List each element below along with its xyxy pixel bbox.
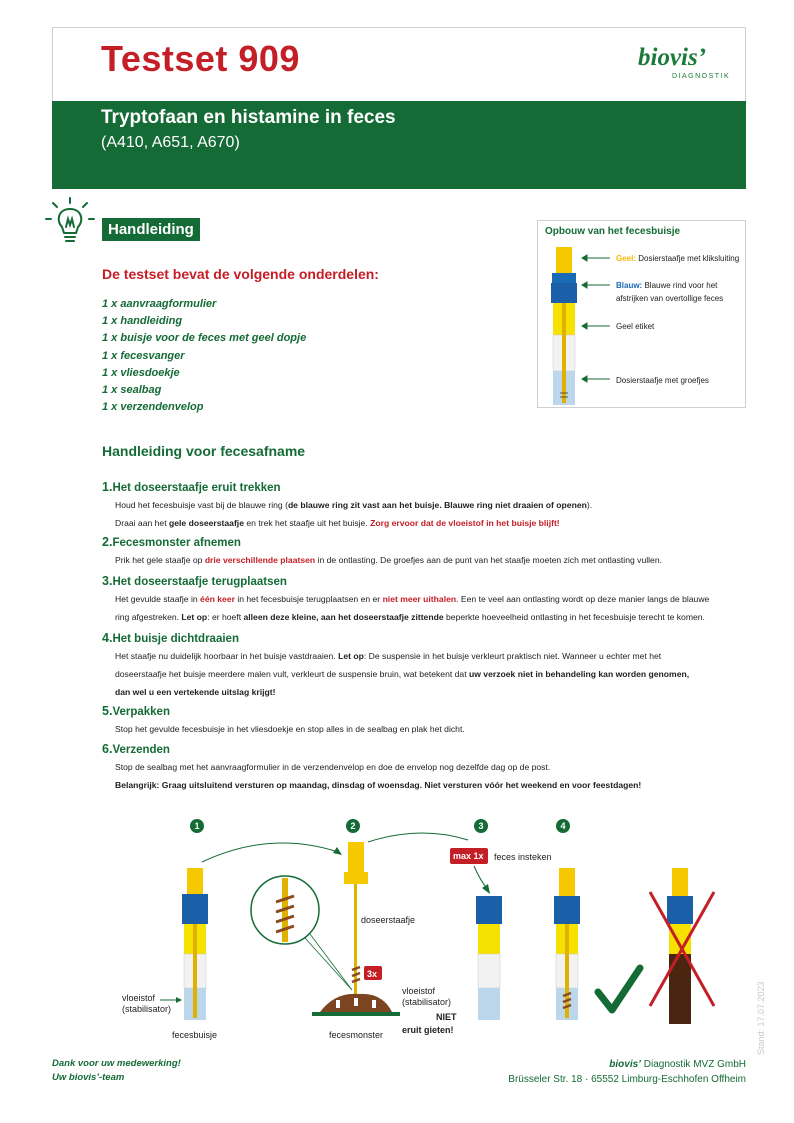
etiket-label: Geel etiket (616, 322, 655, 331)
version-stamp: Stand: 17.07.2023 (756, 981, 766, 1055)
feces-insteken-label: feces insteken (494, 852, 552, 862)
vloeistof-label: vloeistof (stabilisator) (122, 993, 172, 1014)
eruit-gieten-label: eruit gieten! (402, 1025, 454, 1035)
step-5: 5.Verpakken Stop het gevulde fecesbuisje in het vliesdoekje en stop alles in de sealbag en plak het dicht. (102, 704, 465, 734)
tube-structure-diagram (548, 247, 618, 407)
step-number-2: 2 (346, 819, 360, 833)
logo-subtitle: DIAGNOSTIK (672, 73, 731, 80)
step-number-4: 4 (556, 819, 570, 833)
fecesbuisje-label: fecesbuisje (172, 1030, 218, 1040)
blauw-label: Blauw: Blauwe rind voor het afstrijken van overtollige feces (616, 281, 724, 303)
thanks-note: Dank voor uw medewerking! Uw biovis’-team (52, 1058, 181, 1083)
groefjes-label: Dosierstaafje met groefjes (616, 376, 709, 385)
list-item: 1 x verzendenvelop (102, 401, 204, 414)
test-codes: (A410, A651, A670) (101, 134, 240, 151)
list-item: 1 x handleiding (102, 315, 183, 328)
biovis-logo: biovis’ (638, 44, 707, 71)
doseerstaafje-label: doseerstaafje (361, 915, 416, 925)
tube-box-title: Opbouw van het fecesbuisje (545, 226, 681, 237)
list-item: 1 x vliesdoekje (102, 366, 180, 379)
step-number-1: 1 (190, 819, 204, 833)
step-6: 6.Verzenden Stop de sealbag met het aanvraagformulier in de verzendenvelop en doe de envelop nog dezelfde dag op de post. Belangrijk: Graag uitsluitend versturen op maandag, dinsdag of woensdag. Niet versturen vóór het weekend en voor feestdagen! (102, 742, 642, 790)
step-4: 4.Het buisje dichtdraaien Het staafje nu duidelijk hoorbaar in het buisje vastdraaien. Let op: De suspensie in het buisje verkleurt praktisch niet. Wanneer u echter met het doseerstaafje het buisje meerdere malen vult, verkleurt de suspensie bruin, wat betekent dat uw verzoek niet in behandeling kan worden genomen, dan wel u een vertekende uitslag krijgt! (102, 631, 690, 697)
geel-label: Geel: Dosierstaafje met kliksluiting (616, 254, 740, 263)
fecesmonster-label: fecesmonster (329, 1030, 384, 1040)
step-3: 3.Het doseerstaafje terugplaatsen Het gevulde staafje in één keer in het fecesbuisje terugplaatsen en er niet meer uithalen. Een te veel aan ontlasting wordt op deze manier langs de blauwe ring afgestreken. Let op: er hoeft alleen deze kleine, aan het doseerstaafje zittende beperkte hoeveelheid ontlasting in het fecesbuisje terecht te komen. (102, 574, 710, 622)
lightbulb-icon (44, 197, 96, 247)
list-item: 1 x buisje voor de feces met geel dopje (102, 332, 307, 345)
list-item: 1 x sealbag (102, 384, 162, 397)
parts-list (102, 296, 306, 416)
handleiding-tag: Handleiding (102, 218, 200, 241)
step-1: 1.Het doseerstaafje eruit trekken Houd het fecesbuisje vast bij de blauwe ring (de blauwe ring zit vast aan het buisje. Blauwe ring niet draaien of openen). Draai aan het gele doseerstaafje en trek het staafje uit het buisje. Zorg ervoor dat de vloeistof in het buisje blijft! (102, 480, 593, 528)
instructions-heading: Handleiding voor fecesafname (102, 443, 306, 459)
vloeistof-label-2: vloeistof (stabilisator) (402, 986, 452, 1007)
niet-label: NIET (436, 1012, 457, 1022)
parts-heading: De testset bevat de volgende onderdelen: (102, 266, 379, 282)
test-subtitle: Tryptofaan en histamine in feces (101, 107, 396, 128)
times-three-badge: 3x (367, 969, 378, 979)
max-1x-badge: max 1x (453, 851, 484, 861)
step-2: 2.Fecesmonster afnemen Prik het gele staafje op drie verschillende plaatsen in de ontlasting. De groefjes aan de punt van het staafje moeten zich met ontlasting vullen. (102, 535, 662, 565)
list-item: 1 x fecesvanger (102, 349, 185, 362)
page-title: Testset 909 (101, 38, 300, 79)
list-item: 1 x aanvraagformulier (102, 298, 217, 310)
company-address: biovis’ Diagnostik MVZ GmbH Brüsseler Str. 18 · 65552 Limburg-Eschhofen Offheim (508, 1059, 746, 1085)
step-number-3: 3 (474, 819, 488, 833)
